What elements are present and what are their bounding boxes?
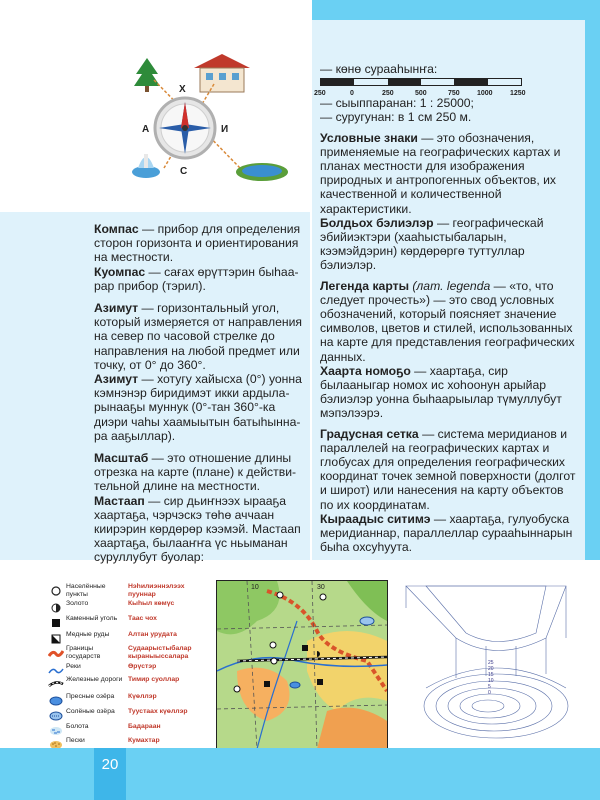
- contour-height-label: 15: [488, 672, 494, 678]
- glossary-definition: — сир дьиҥнээх ырааҕа хаартаҕа, чэрчэскэ төһө аччаан киирэрин көрдөрөр кээмэй. Мастаап хаартаҕа, былааҥҥа үс ньыманан суруллубут буолар:: [94, 493, 301, 565]
- coal-icon: [48, 617, 64, 629]
- compass-rose-icon: [155, 98, 215, 158]
- scale-tick: 500: [415, 90, 427, 98]
- contour-diagram: [396, 578, 586, 748]
- legend-name: Пески: [66, 737, 85, 744]
- legend-local-name: Тимир суоллар: [128, 676, 180, 683]
- legend-name: Населённые пункты: [66, 583, 106, 598]
- glossary-term: Мастаап: [94, 493, 145, 508]
- right-edge-band: [585, 0, 600, 560]
- fountain-icon: [132, 154, 160, 178]
- glossary-term: Хаарта номоҕо: [320, 363, 411, 378]
- legend-row: [48, 600, 213, 616]
- glossary-definition: — географическай эбийиэктэри (хааһыстыбаларын, кээмэйдэрин) көрдөрөргө туттуллар бэлиэлэр.: [320, 215, 544, 273]
- glossary-definition: — система меридианов и параллелей на географических картах и глобусах для определения географических координат точек земной поверхности (долгот и широт) или нанесения на карту объектов по их координатам.: [320, 426, 576, 512]
- scale-tick: 1250: [510, 90, 526, 98]
- glossary-term: Болдьох бэлиэлэр: [320, 215, 434, 230]
- tree-icon: [134, 58, 160, 92]
- compass-south-label: С: [180, 166, 188, 177]
- map-grid-label: 10: [251, 584, 259, 591]
- contour-height-label: 20: [488, 666, 494, 672]
- legend-local-name: Кумахтар: [128, 737, 160, 744]
- page-margin: [0, 0, 16, 212]
- settlement-icon: [48, 585, 64, 597]
- contour-height-label: 10: [488, 678, 494, 684]
- legend-local-name: Нэһилиэннэлээх пууннар: [128, 583, 185, 598]
- glossary-entry: [320, 131, 580, 273]
- left-margin-strip: [0, 212, 16, 560]
- glossary-term: Азимут: [94, 301, 139, 316]
- scale-ticks: [314, 86, 534, 98]
- legend-local-name: Алтан урудата: [128, 631, 177, 638]
- glossary-term: Азимут: [94, 372, 139, 387]
- scale-tick: 750: [448, 90, 460, 98]
- example-map: [216, 580, 388, 750]
- footer-band: [0, 748, 600, 800]
- legend-name: Границы государств: [66, 645, 101, 660]
- legend-local-name: Кыһыл көмүс: [128, 600, 175, 607]
- legend-local-name: Бадараан: [128, 723, 161, 730]
- glossary-term: Условные знаки: [320, 130, 418, 145]
- glossary-definition: — «то, что следует прочесть») — это свод условных обозначений, который поясняет значение символов, цветов и стилей, использованных на карте для представления географических данных.: [320, 278, 575, 364]
- scale-numeric: — сыыппаранан: 1 : 25000;: [320, 96, 474, 111]
- glossary-term: Масштаб: [94, 451, 149, 466]
- scale-bar: [320, 78, 522, 86]
- gold-icon: [48, 602, 64, 614]
- compass-north-label: Х: [179, 84, 186, 95]
- left-glossary: [94, 222, 306, 565]
- legend-local-name: Таас чох: [128, 615, 157, 622]
- map-grid-label: 30: [317, 584, 325, 591]
- legend-local-name: Туустаах күөллэр: [128, 708, 188, 715]
- legend-name: Пресные озёра: [66, 693, 115, 700]
- glossary-definition: — это обозначения, применяемые на географических картах и планах местности для изображения природных и антропогенных объектов, их качественной и количественной характеристики.: [320, 130, 561, 216]
- house-icon: [194, 54, 250, 92]
- map-graphic: [217, 581, 387, 749]
- legend-row: [48, 583, 213, 599]
- legend-name: Солёные озёра: [66, 708, 115, 715]
- compass-east-label: И: [221, 124, 229, 135]
- legend-local-name: Күөллэр: [128, 693, 157, 700]
- legend-name: Реки: [66, 663, 81, 670]
- swamp-icon: [48, 725, 64, 737]
- legend-name: Болота: [66, 723, 89, 730]
- compass-west-label: А: [142, 124, 150, 135]
- glossary-definition: — хотугу хайысха (0°) уонна кэмнэнэр биридимэт икки ардыларынааҕы муннук (0°-тан 360°-ка диэри чаһы хаамыытын батыһыннара ааҕыллар).: [94, 372, 302, 443]
- glossary-term: Компас: [94, 222, 139, 236]
- scale-tick: 250: [382, 90, 394, 98]
- glossary-definition: — прибор для определения сторон горизонта и ориентирования на местности.: [94, 222, 301, 265]
- legend-name: Медные руды: [66, 631, 110, 638]
- glossary-entry: [94, 222, 306, 293]
- glossary-entry: [320, 279, 580, 421]
- legend-name: Каменный уголь: [66, 615, 118, 622]
- scale-tick: 1000: [477, 90, 493, 98]
- legend-row: [48, 615, 213, 631]
- compass-illustration: [128, 50, 304, 190]
- contour-height-label: 5: [488, 684, 491, 690]
- scale-tick: 250: [314, 90, 326, 98]
- legend-row: [48, 645, 213, 661]
- scale-tick: 0: [350, 90, 354, 98]
- legend-local-name: Судаарыстыбалар кыраныыссалара: [128, 645, 192, 660]
- page-number: 20: [94, 748, 126, 800]
- contour-height-label: 0: [488, 690, 491, 696]
- glossary-entry: [94, 301, 306, 443]
- glossary-latin: (лат. legenda: [412, 278, 491, 293]
- railway-icon: [48, 678, 64, 690]
- contour-height-label: 25: [488, 660, 494, 666]
- glossary-entry: [94, 451, 306, 565]
- glossary-term: Куомпас: [94, 264, 146, 279]
- glossary-definition: — сағах өрүттэрин быһаарар прибор (тэрил).: [94, 264, 299, 293]
- top-band: [312, 0, 600, 20]
- pond-icon: [236, 163, 288, 181]
- legend-local-name: Өрүстэр: [128, 663, 157, 670]
- legend-row: [48, 676, 213, 692]
- legend-name: Золото: [66, 600, 89, 607]
- scale-verbal: — суругунан: в 1 см 250 м.: [320, 110, 472, 125]
- glossary-definition: — горизонтальный угол, который измеряется от направления на север по часовой стрелке до направления на любой предмет или точку, от 0° до 360°.: [94, 301, 302, 372]
- legend-row: [48, 693, 213, 709]
- glossary-definition: — хаартаҕа, гулуобуска меридианнар, параллеллар сурааһыннарын быһа охсуһуута.: [320, 511, 573, 555]
- glossary-term: Легенда карты: [320, 278, 409, 293]
- scale-label: — көнө сурааһынҥа:: [320, 62, 438, 76]
- glossary-definition: — это отношение длины отрезка на карте (плане) к действительной длине на местности.: [94, 451, 297, 494]
- right-glossary: [314, 62, 580, 555]
- freshwater-lake-icon: [48, 695, 64, 707]
- glossary-definition: — хаартаҕа, сир былааныгар номох ис хоһоонун арыйар бэлиэлэр уонна быһаарыылар түмуллубут мэпэлээрэ.: [320, 363, 562, 421]
- glossary-term: Кыраадыс ситимэ: [320, 511, 431, 526]
- border-icon: [48, 647, 64, 659]
- copper-icon: [48, 633, 64, 645]
- glossary-term: Градусная сетка: [320, 426, 419, 441]
- saltwater-lake-icon: [48, 710, 64, 722]
- legend-row: [48, 708, 213, 724]
- legend-name: Железные дороги: [66, 676, 123, 683]
- glossary-entry: [320, 427, 580, 555]
